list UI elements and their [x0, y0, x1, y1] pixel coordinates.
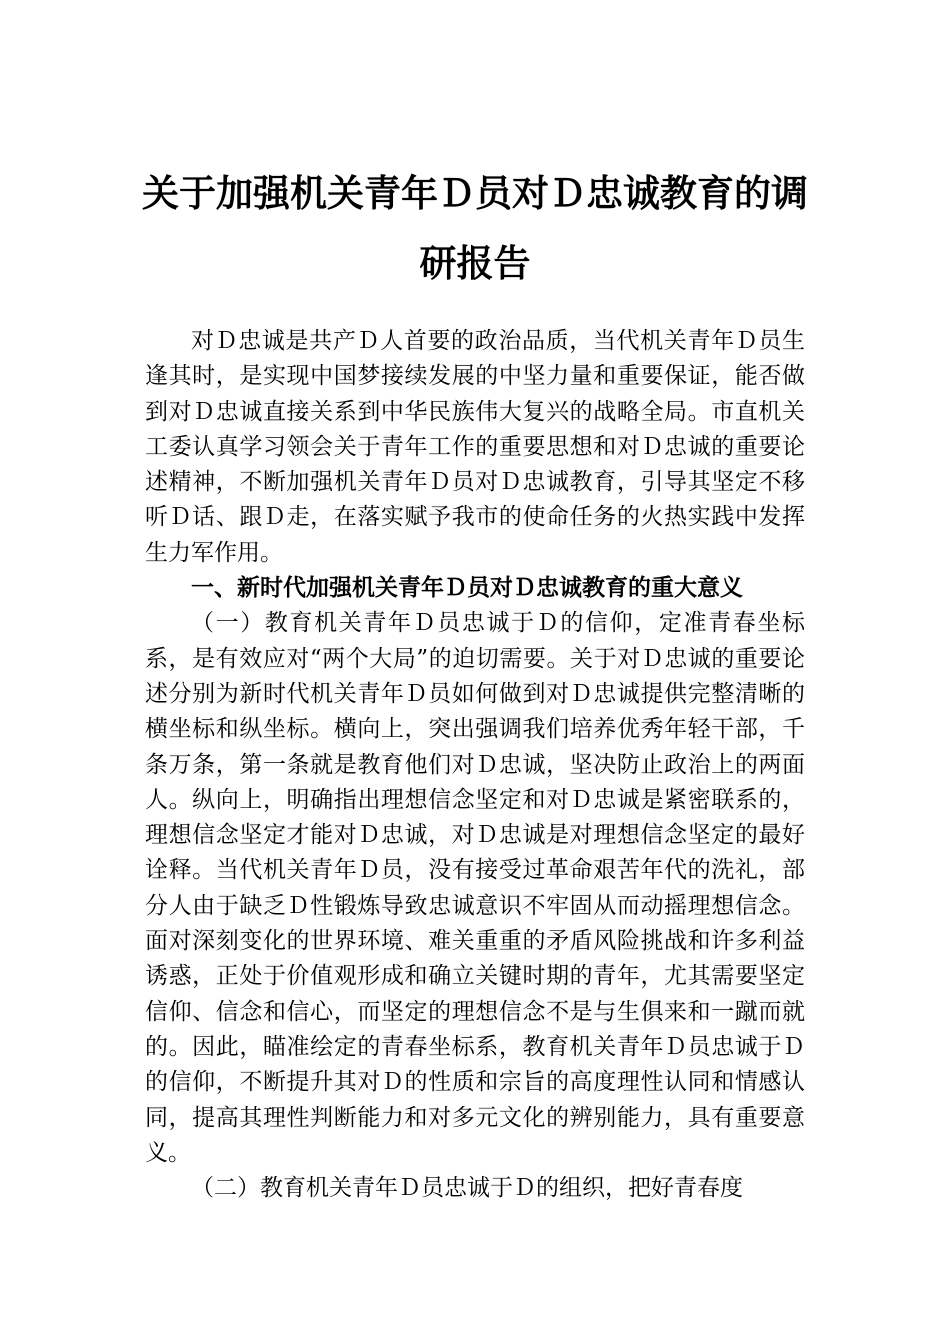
document-body [145, 324, 805, 1206]
intro-paragraph: 对Ｄ忠诚是共产Ｄ人首要的政治品质，当代机关青年Ｄ员生逢其时，是实现中国梦接续发展的中坚力量和重要保证，能否做到对Ｄ忠诚直接关系到中华民族伟大复兴的战略全局。市直机关工委认真学习领会关于青年工作的重要思想和对Ｄ忠诚的重要论述精神，不断加强机关青年Ｄ员对Ｄ忠诚教育，引导其坚定不移听Ｄ话、跟Ｄ走，在落实赋予我市的使命任务的火热实践中发挥生力军作用。 [145, 328, 805, 566]
section-heading-1: 一、新时代加强机关青年Ｄ员对Ｄ忠诚教育的重大意义 [191, 575, 743, 602]
subsection-paragraph-2: （二）教育机关青年Ｄ员忠诚于Ｄ的组织，把好青春度 [191, 1175, 743, 1202]
subsection-paragraph-1: （一）教育机关青年Ｄ员忠诚于Ｄ的信仰，定准青春坐标系，是有效应对“两个大局”的迫切需要。关于对Ｄ忠诚的重要论述分别为新时代机关青年Ｄ员如何做到对Ｄ忠诚提供完整清晰的横坐标和纵坐标。横向上，突出强调我们培养优秀年轻干部，千条万条，第一条就是教育他们对Ｄ忠诚，坚决防止政治上的两面人。纵向上，明确指出理想信念坚定和对Ｄ忠诚是紧密联系的，理想信念坚定才能对Ｄ忠诚，对Ｄ忠诚是对理想信念坚定的最好诠释。当代机关青年Ｄ员，没有接受过革命艰苦年代的洗礼，部分人由于缺乏Ｄ性锻炼导致忠诚意识不牢固从而动摇理想信念。面对深刻变化的世界环境、难关重重的矛盾风险挑战和许多利益诱惑，正处于价值观形成和确立关键时期的青年，尤其需要坚定信仰、信念和信心，而坚定的理想信念不是与生俱来和一蹴而就的。因此，瞄准绘定的青春坐标系，教育机关青年Ｄ员忠诚于Ｄ的信仰，不断提升其对Ｄ的性质和宗旨的高度理性认同和情感认同，提高其理性判断能力和对多元文化的辨别能力，具有重要意义。 [145, 610, 805, 1166]
document-title: 关于加强机关青年Ｄ员对Ｄ忠诚教育的调研报告 [142, 171, 808, 285]
